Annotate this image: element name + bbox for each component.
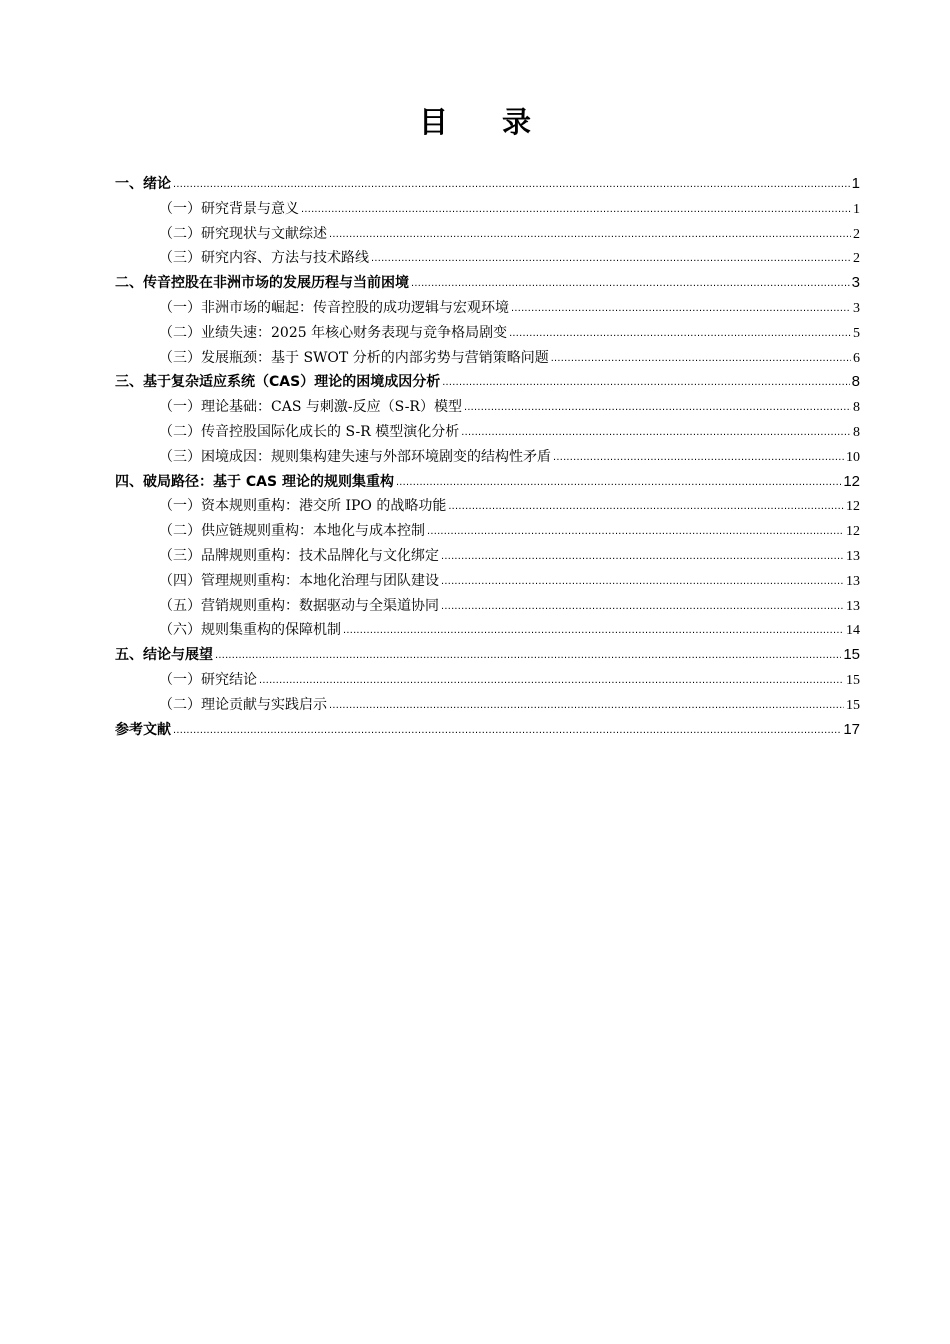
toc-chapter-entry[interactable] bbox=[115, 272, 860, 297]
toc-entry-label: 供应链规则重构：本地化与成本控制 bbox=[201, 523, 425, 540]
toc-section-entry[interactable] bbox=[115, 495, 860, 520]
toc-dot-leader bbox=[464, 398, 851, 414]
toc-entry-label: 品牌规则重构：技术品牌化与文化绑定 bbox=[201, 547, 439, 564]
toc-section-number: （三） bbox=[159, 448, 201, 465]
toc-entry-label: 发展瓶颈：基于 SWOT 分析的内部劣势与营销策略问题 bbox=[201, 349, 549, 366]
toc-page-number: 15 bbox=[846, 672, 860, 688]
toc-entry-label: 研究背景与意义 bbox=[201, 200, 299, 217]
toc-page-number: 12 bbox=[843, 472, 860, 490]
toc-entry-label: 研究结论 bbox=[201, 671, 257, 688]
toc-page-number: 12 bbox=[846, 524, 860, 540]
toc-chapter-entry[interactable] bbox=[115, 371, 860, 396]
toc-section-entry[interactable] bbox=[115, 347, 860, 372]
toc-section-entry[interactable] bbox=[115, 297, 860, 322]
toc-page-number: 8 bbox=[853, 424, 860, 440]
toc-page-number: 1 bbox=[851, 175, 860, 192]
toc-dot-leader bbox=[259, 671, 844, 687]
toc-dot-leader bbox=[343, 621, 844, 637]
toc-entry-label: 一、绪论 bbox=[115, 176, 171, 192]
toc-page-number: 13 bbox=[846, 598, 860, 614]
toc-section-number: （二） bbox=[159, 523, 201, 540]
toc-section-entry[interactable] bbox=[115, 223, 860, 248]
toc-dot-leader bbox=[371, 249, 851, 265]
toc-page-number: 10 bbox=[846, 449, 860, 465]
toc-page-number: 13 bbox=[846, 548, 860, 564]
toc-entry-label: 理论贡献与实践启示 bbox=[201, 696, 327, 713]
toc-page-number: 17 bbox=[843, 720, 860, 738]
toc-entry-label: 五、结论与展望 bbox=[115, 647, 213, 664]
toc-dot-leader bbox=[173, 721, 841, 737]
toc-entry-label: 传音控股国际化成长的 S-R 模型演化分析 bbox=[201, 423, 460, 440]
toc-page-number: 8 bbox=[851, 373, 860, 391]
toc-dot-leader bbox=[441, 572, 844, 588]
toc-entry-label: 参考文献 bbox=[115, 721, 171, 738]
toc-dot-leader bbox=[509, 324, 851, 340]
toc-page-number: 3 bbox=[853, 300, 860, 316]
toc-section-number: （三） bbox=[159, 250, 201, 267]
toc-section-entry[interactable] bbox=[115, 595, 860, 620]
table-of-contents bbox=[115, 173, 860, 743]
toc-page-number: 1 bbox=[853, 201, 860, 217]
toc-page-number: 13 bbox=[846, 573, 860, 589]
toc-section-number: （二） bbox=[159, 423, 201, 440]
toc-dot-leader bbox=[396, 473, 841, 489]
toc-dot-leader bbox=[329, 696, 844, 712]
toc-section-number: （三） bbox=[159, 547, 201, 564]
toc-dot-leader bbox=[442, 373, 849, 389]
toc-dot-leader bbox=[441, 547, 844, 563]
toc-section-entry[interactable] bbox=[115, 545, 860, 570]
toc-section-entry[interactable] bbox=[115, 322, 860, 347]
toc-entry-label: 资本规则重构：港交所 IPO 的战略功能 bbox=[201, 498, 447, 515]
toc-dot-leader bbox=[461, 423, 851, 439]
toc-chapter-entry[interactable] bbox=[115, 173, 860, 198]
toc-section-number: （一） bbox=[159, 498, 201, 515]
toc-entry-label: 困境成因：规则集构建失速与外部环境剧变的结构性矛盾 bbox=[201, 448, 551, 465]
toc-entry-label: 研究现状与文献综述 bbox=[201, 225, 327, 242]
toc-entry-label: 营销规则重构：数据驱动与全渠道协同 bbox=[201, 597, 439, 614]
toc-section-entry[interactable] bbox=[115, 198, 860, 223]
toc-dot-leader bbox=[301, 200, 851, 216]
toc-dot-leader bbox=[411, 274, 850, 290]
toc-dot-leader bbox=[173, 175, 850, 191]
toc-entry-label: 二、传音控股在非洲市场的发展历程与当前困境 bbox=[115, 275, 409, 292]
toc-section-number: （一） bbox=[159, 399, 201, 416]
toc-chapter-entry[interactable] bbox=[115, 719, 860, 744]
toc-dot-leader bbox=[551, 349, 851, 365]
toc-section-entry[interactable] bbox=[115, 570, 860, 595]
toc-chapter-entry[interactable] bbox=[115, 644, 860, 669]
toc-entry-label: 管理规则重构：本地化治理与团队建设 bbox=[201, 572, 439, 589]
toc-dot-leader bbox=[427, 522, 844, 538]
toc-page-number: 15 bbox=[846, 697, 860, 713]
toc-section-number: （一） bbox=[159, 671, 201, 688]
toc-dot-leader bbox=[441, 597, 844, 613]
toc-section-number: （一） bbox=[159, 299, 201, 316]
toc-section-number: （五） bbox=[159, 597, 201, 614]
toc-entry-label: 业绩失速：2025 年核心财务表现与竞争格局剧变 bbox=[201, 324, 508, 341]
toc-entry-label: 三、基于复杂适应系统（CAS）理论的困境成因分析 bbox=[115, 374, 441, 391]
toc-page-number: 12 bbox=[846, 499, 860, 515]
toc-dot-leader bbox=[511, 299, 851, 315]
toc-dot-leader bbox=[553, 448, 844, 464]
toc-section-entry[interactable] bbox=[115, 421, 860, 446]
toc-page-number: 8 bbox=[853, 400, 860, 416]
toc-section-number: （四） bbox=[159, 572, 201, 589]
toc-page-number: 2 bbox=[853, 226, 860, 242]
toc-section-entry[interactable] bbox=[115, 247, 860, 272]
toc-entry-label: 规则集重构的保障机制 bbox=[201, 622, 341, 639]
toc-section-entry[interactable] bbox=[115, 669, 860, 694]
page-title: 目 录 bbox=[418, 105, 554, 139]
toc-page-number: 5 bbox=[853, 325, 860, 341]
toc-section-entry[interactable] bbox=[115, 520, 860, 545]
toc-dot-leader bbox=[215, 646, 841, 662]
toc-section-number: （二） bbox=[159, 225, 201, 242]
toc-section-number: （二） bbox=[159, 696, 201, 713]
toc-page-number: 15 bbox=[843, 646, 860, 664]
toc-entry-label: 四、破局路径：基于 CAS 理论的规则集重构 bbox=[115, 473, 394, 490]
toc-section-entry[interactable] bbox=[115, 619, 860, 644]
toc-dot-leader bbox=[329, 225, 851, 241]
toc-section-entry[interactable] bbox=[115, 396, 860, 421]
toc-page-number: 6 bbox=[853, 350, 860, 366]
toc-entry-label: 理论基础：CAS 与刺激-反应（S-R）模型 bbox=[201, 399, 462, 416]
toc-section-number: （六） bbox=[159, 622, 201, 639]
toc-section-entry[interactable] bbox=[115, 694, 860, 719]
toc-entry-label: 研究内容、方法与技术路线 bbox=[201, 250, 369, 267]
toc-entry-label: 非洲市场的崛起：传音控股的成功逻辑与宏观环境 bbox=[201, 299, 509, 316]
toc-section-number: （二） bbox=[159, 324, 201, 341]
toc-section-entry[interactable] bbox=[115, 446, 860, 471]
toc-section-number: （三） bbox=[159, 349, 201, 366]
toc-section-number: （一） bbox=[159, 200, 201, 217]
toc-dot-leader bbox=[448, 497, 844, 513]
toc-page-number: 3 bbox=[851, 274, 860, 292]
toc-page-number: 14 bbox=[846, 623, 860, 639]
toc-chapter-entry[interactable] bbox=[115, 471, 860, 496]
toc-page-number: 2 bbox=[853, 251, 860, 267]
